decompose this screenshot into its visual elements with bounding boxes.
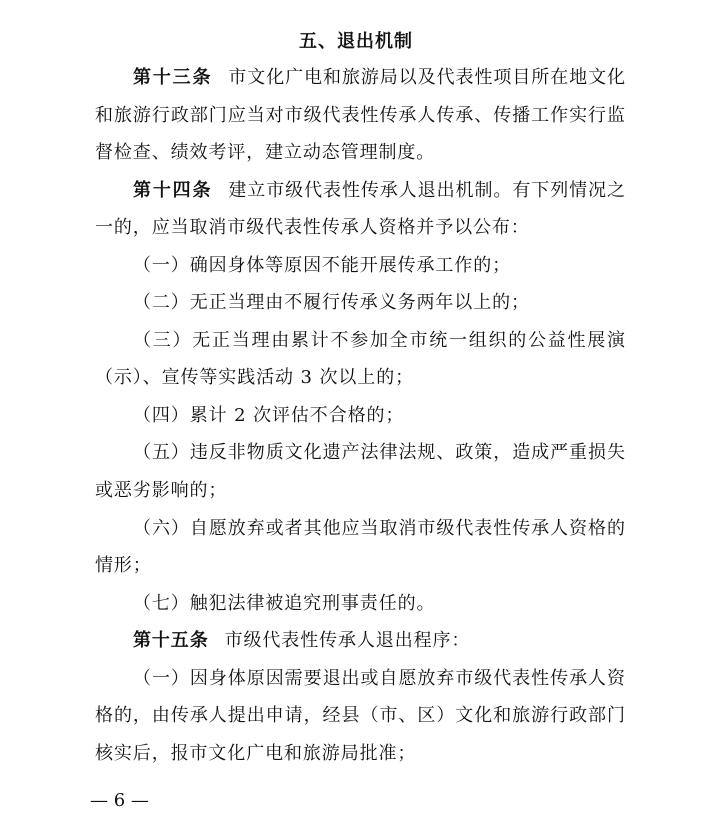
list-item-line: 格的，由传承人提出申请，经县（市、区）文化和旅游行政部门 (95, 705, 625, 727)
document-body (95, 59, 625, 772)
article-13-line (95, 59, 625, 97)
list-item-line: 或恶劣影响的； (95, 480, 228, 502)
list-item-line: （七）触犯法律被追究刑事责任的。 (133, 592, 436, 614)
list-item-line: 核实后，报市文化广电和旅游局批准； (95, 742, 417, 764)
article-13-text: 市文化广电和旅游局以及代表性项目所在地文化 (228, 67, 625, 88)
article-14-line: 一的，应当取消市级代表性传承人资格并予以公布： (95, 217, 530, 239)
article-13-line: 督检查、绩效考评，建立动态管理制度。 (95, 142, 436, 164)
list-item-line: （五）违反非物质文化遗产法律法规、政策，造成严重损失 (133, 442, 625, 464)
article-15-text: 市级代表性传承人退出程序： (224, 630, 471, 652)
article-13-line: 和旅游行政部门应当对市级代表性传承人传承、传播工作实行监 (95, 104, 625, 126)
list-item-line: （三）无正当理由累计不参加全市统一组织的公益性展演 (133, 329, 625, 351)
list-item-line: （四）累计 2 次评估不合格的； (133, 404, 405, 426)
article-14-line (95, 172, 625, 210)
page-number: — 6 — (90, 790, 149, 811)
list-item-line: （示）、宣传等实践活动 3 次以上的； (95, 367, 414, 389)
list-item-line: （一）确因身体等原因不能开展传承工作的； (133, 254, 511, 276)
section-title: 五、退出机制 (299, 31, 413, 52)
article-15-line (95, 622, 625, 660)
article-14-label: 第十四条 (133, 179, 213, 201)
list-item-line: （一）因身体原因需要退出或自愿放弃市级代表性传承人资 (133, 667, 625, 689)
article-15-label: 第十五条 (133, 630, 209, 652)
list-item-line: （六）自愿放弃或者其他应当取消市级代表性传承人资格的 (133, 517, 625, 539)
list-item-line: （二）无正当理由不履行传承义务两年以上的； (133, 292, 530, 314)
article-14-text: 建立市级代表性传承人退出机制。有下列情况之 (228, 179, 625, 201)
article-13-label: 第十三条 (133, 67, 213, 88)
list-item-line: 情形； (95, 555, 152, 577)
